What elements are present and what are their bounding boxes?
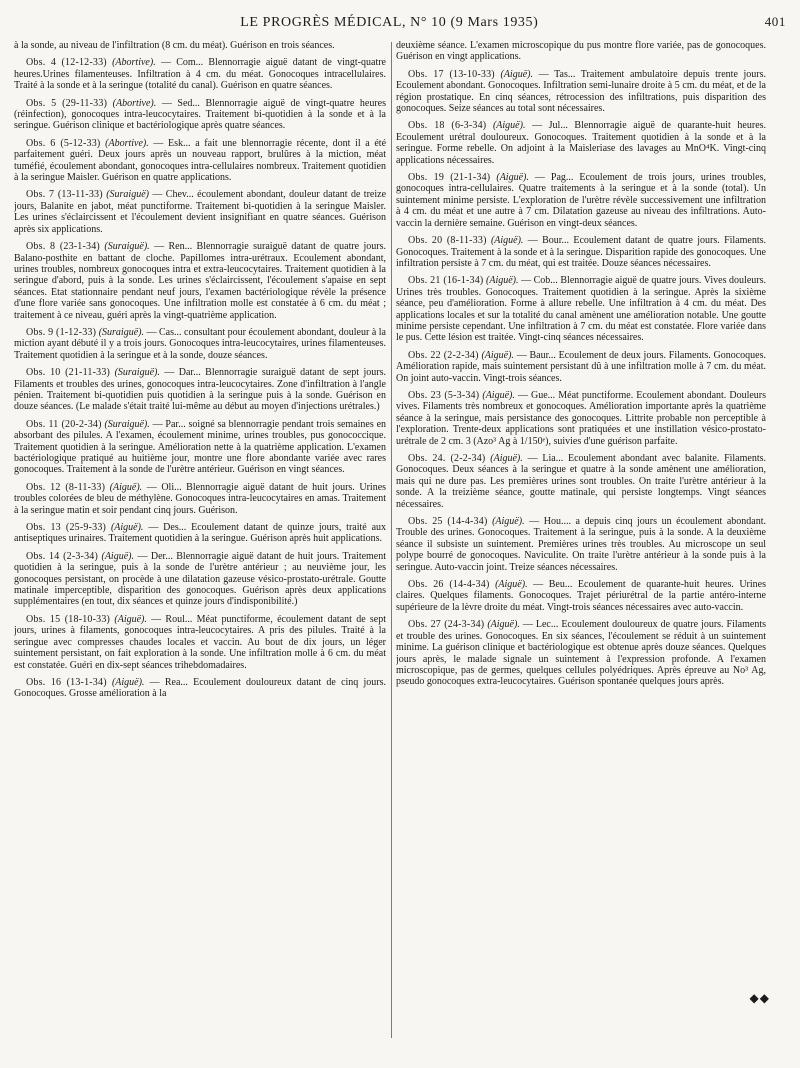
case-type: (Aiguë). — [486, 275, 519, 287]
observation-reference: Obs. 7 (13-11-33) — [26, 189, 103, 201]
case-type: (Aiguë). — [481, 349, 514, 361]
case-type: (Aiguë). — [495, 579, 528, 591]
observation-text: — Par... soigné sa blennorragie pendant trois semaines en absorbant des pilules. A l'examen, écoulement minime, urines troubles, pus gonococcique. Traitement quotidien à la seringue. Amélioration nette à la quatrième application. L'examen bactériologique pratiqué au huitième jour, montre une flore abondante variée avec rares gonocoques. Traitement à la sonde de l'urètre antérieur. Guérison en vingt séances. — [14, 418, 386, 476]
case-type: (Aiguë). — [111, 676, 145, 688]
column-divider — [391, 42, 392, 1038]
observation-text: — Dar... Blennorragie suraiguë datant de sept jours. Filaments et troubles des urines, gonocoques intra-leucocytaires. Zone d'infiltration à l'angle pénien. Traitement bi-quotidien puis quotidien à la seringue puis à la sonde. Guérison en douze séances. (Le malade s'était traité lui-même au début au moyen d'injections urétrales.) — [14, 367, 386, 413]
observation-text: — Jul... Blennorragie aiguë de quarante-huit heures. Ecoulement urétral douloureux. Gonocoques. Traitement quotidien à la sonde et à la seringue. Forme rebelle. On adjoint à la Maisleriase des lavages au MnO⁴K. Vingt-cinq applications nécessaires. — [396, 120, 766, 166]
page-header — [14, 14, 786, 36]
case-type: (Aiguë). — [482, 389, 515, 401]
case-type: (Aiguë). — [490, 453, 523, 464]
observation-reference: Obs. 9 (1-12-33) — [26, 326, 97, 338]
page-number: 401 — [764, 14, 786, 29]
observation-text: — Beu... Ecoulement de quarante-huit heures. Urines claires. Quelques filaments. Gonocoques. Trajet périurétral de la partie antéro-interne supérieure de la lèvre droite du méat. Vingt-trois séances nécessaires avec auto-vaccin. — [396, 579, 766, 613]
case-type: (Aiguë). — [101, 550, 134, 562]
observation-text: — Der... Blennorragie aiguë datant de huit jours. Traitement quotidien à la seringue, puis à la sonde de l'urètre antérieur ; au neuvième jour, les gonocoques persistant, on procède à une dilatation gazeuse vésico-prostato-urétrale. Goutte matinale imperceptible, disparition des gonocoques. Guérison après deux applications supplémentaires (en tout, dix séances et quinze jours d'indisponibilité.) — [14, 550, 386, 608]
observation-entry — [396, 516, 766, 573]
observation-text: — Sed... Blennorragie aiguë de vingt-quatre heures (réinfection), gonocoques intra-leucocytaires. Traitement bi-quotidien à la sonde et à la seringue. Guérison clinique et bactériologique après quatre séances. — [14, 97, 386, 132]
case-type: (Aiguë). — [487, 619, 520, 631]
case-type: (Aiguë). — [500, 68, 533, 80]
observation-entry — [14, 522, 386, 545]
observation-entry — [396, 390, 766, 447]
observation-reference: Obs. 27 (24-3-34) — [408, 619, 485, 631]
case-type: (Suraiguë). — [98, 326, 144, 338]
observation-text: — Chev... écoulement abondant, douleur datant de treize jours, Balanite en jabot, méat punctiforme. Traitement bi-quotidien à la seringue Maisler. Les urines s'éclaircissent et l'écoulement devient insignifiant en quatre séances. Guérison après six applications. — [14, 189, 386, 235]
observation-reference: Obs. 18 (6-3-34) — [408, 120, 487, 132]
case-type: (Suraiguë). — [104, 418, 150, 430]
observation-text: deuxième séance. L'examen microscopique du pus montre flore variée, pas de gonocoques. Guérison en vingt applications. — [396, 40, 766, 63]
observation-reference: Obs. 20 (8-11-33) — [408, 235, 487, 247]
observation-text: — Ren... Blennorragie suraiguë datant de quatre jours. Balano-posthite en battant de cloche. Papillomes intra-urétraux. Ecoulement abondant, urines troubles, nombreux gonocoques intra et extra-leucocytaires. Traitement quotidien à la seringue d'abord, puis à la sonde. Les urines s'éclaircissent, l'écoulement s'apaise en sept séances. Etat stationnaire pendant neuf jours, l'examen bactériologique révèle la présence d'une flore variée sans gonocoques. Une infiltration molle est constatée à 6 cm. du méat ; traitement à ce niveau, guéri après la vingt-quatrième application. — [14, 241, 386, 321]
observation-entry — [14, 419, 386, 476]
observation-reference: Obs. 13 (25-9-33) — [26, 522, 107, 534]
observation-text: — Oli... Blennorragie aiguë datant de huit jours. Urines troubles colorées de bleu de méthylène. Gonocoques intra-leucocytaires en amas. Traitement à la seringue matin et soir pendant cinq jours. Guérison. — [14, 481, 386, 516]
observation-reference: Obs. 21 (16-1-34) — [408, 275, 484, 287]
observation-entry — [14, 614, 386, 671]
observation-reference: Obs. 15 (18-10-33) — [26, 613, 111, 625]
observation-reference: Obs. 12 (8-11-33) — [26, 481, 106, 493]
observation-reference: Obs. 4 (12-12-33) — [26, 57, 107, 69]
continued-paragraph — [14, 40, 386, 51]
observation-entry — [396, 619, 766, 687]
case-type: (Aiguë). — [496, 172, 529, 184]
observation-entry — [396, 350, 766, 384]
observation-text: — Com... Blennorragie aiguë datant de vingt-quatre heures.Urines filamenteuses. Infiltration à 4 cm. du méat. Gonocoques intracellulaires. Traité à la sonde et à la seringue (totalité du canal). Guérison en quatre séances. — [14, 57, 386, 92]
observation-entry — [396, 235, 766, 269]
observation-text: — Cob... Blennorragie aiguë de quatre jours. Vives douleurs. Urines très troubles. Gonocoques. Traitement quotidien à la seringue. Après la sixième séance, peu d'amélioration. Forme à allure rebelle. Une infiltration à 4 cm. du méat. Des applications locales et sur la totalité du canal amènent une amélioration notable. Une goutte minime persiste cependant. Une infiltration à 7 cm. du méat est constatée. Flore variée dans le pus. Cette lésion est traitée. Vingt-cinq séances nécessaires. — [396, 275, 766, 344]
observation-entry — [14, 241, 386, 321]
case-type: (Suraiguë) — [106, 189, 149, 201]
case-type: (Suraiguë). — [104, 241, 150, 253]
case-type: (Abortive). — [112, 57, 156, 69]
observation-text: — Lec... Ecoulement douloureux de quatre jours. Filaments et trouble des urines. Gonocoques. En six séances, l'écoulement se réduit à un suintement minime. La guérison clinique et bactériologique est obtenue après douze séances. Quelques jours après, le malade signale un suintement à l'expression profonde. A l'examen microscopique, pas de germes, quelques cellules polyédriques. Après épreuve au No³ Ag, pseudo gonocoques extra-leucocytaires. Guérison spontanée quelques jours après. — [396, 619, 766, 688]
observation-reference: Obs. 22 (2-2-34) — [408, 349, 479, 361]
observation-text: — Lia... Ecoulement abondant avec balanite. Filaments. Gonocoques. Deux séances à la seringue et quatre à la sonde amènent une amélioration, mais qui ne dure pas. Les premières urines sont troubles. On traite l'urètre antérieur à la sonde. A la treizième séance, goutte matinale, qui persiste longtemps. Vingt séances nécessaires. — [396, 453, 766, 510]
case-type: (Abortive). — [105, 137, 149, 149]
observation-reference: Obs. 11 (20-2-34) — [26, 418, 102, 430]
observation-reference: Obs. 23 (5-3-34) — [408, 389, 480, 401]
observation-text: — Des... Ecoulement datant de quinze jours, traité aux antiseptiques urinaires. Traitement quotidien à la seringue. Guérison après huit applications. — [14, 522, 386, 545]
observation-entry — [14, 189, 386, 235]
case-type: (Aiguë). — [490, 235, 524, 247]
observation-reference: Obs. 26 (14-4-34) — [408, 579, 490, 591]
observation-reference: Obs. 8 (23-1-34) — [26, 241, 100, 253]
observation-text: — Baur... Ecoulement de deux jours. Filaments. Gonocoques. Amélioration rapide, mais suintement persistant dû à une infiltration molle à 7 cm. du méat. On joint auto-vaccin. Vingt-trois séances. — [396, 349, 766, 384]
observation-entry — [14, 677, 386, 700]
right-column — [396, 40, 766, 1046]
observation-entry — [14, 98, 386, 132]
observation-entry — [396, 275, 766, 343]
observation-entry — [396, 120, 766, 166]
observation-reference: Obs. 10 (21-11-33) — [26, 367, 111, 379]
observation-text: — Tas... Traitement ambulatoire depuis trente jours. Ecoulement abondant. Gonocoques. Infiltration semi-lunaire droite à 5 cm. du méat, et de la région prostatique. En cinq séances, rétrocession des infiltrations, puis disparition des gonocoques. Seize séances au total sont nécessaires. — [396, 68, 766, 115]
observation-entry — [14, 327, 386, 361]
observation-text: — Hou.... a depuis cinq jours un écoulement abondant. Trouble des urines. Gonocoques. Traitement à la seringue, puis à la sonde. A la deuxième séance il subsiste un suintement. Premières urines très troubles. Au microscope un seul polype bourré de gonocoques. Naviculite. On traite l'urètre antérieur à la sonde puis à la seringue. Auto-vaccin joint. Treize séances nécessaires. — [396, 516, 766, 573]
case-type: (Aiguë). — [492, 120, 526, 132]
observation-text: — Pag... Ecoulement de trois jours, urines troubles, gonocoques intra-cellulaires. Quatre traitements à la seringue et à la sonde (total). Un suintement minime persiste. L'exploration de l'urètre révèle successivement une infiltration à 4 cm. du méat et une autre à 7 cm. Dilatation gazeuse au niveau des infiltrations. Auto-vaccin la dernière semaine. Guérison en vingt-deux séances. — [396, 172, 766, 229]
observation-reference: Obs. 24. (2-2-34) — [408, 453, 486, 464]
observation-text: — Bour... Ecoulement datant de quatre jours. Filaments. Gonocoques. Traitement à la sonde et à la seringue. Disparition rapide des gonocoques. Une infiltration persiste à 7 cm. du méat, qui est traitée. Douze séances nécessaires. — [396, 235, 766, 269]
observation-reference: Obs. 5 (29-11-33) — [26, 97, 108, 109]
observation-entry — [396, 453, 766, 510]
case-type: (Suraiguë). — [114, 367, 160, 379]
observation-reference: Obs. 17 (13-10-33) — [408, 68, 495, 80]
journal-title: LE PROGRÈS MÉDICAL, N° 10 (9 Mars 1935) — [240, 15, 539, 30]
observation-entry — [396, 579, 766, 613]
observation-reference: Obs. 16 (13-1-34) — [26, 676, 107, 688]
case-type: (Aiguë). — [110, 522, 144, 534]
observation-text: — Esk... a fait une blennorragie récente, dont il a été parfaitement guéri. Deux jours après un nouveau rapport, brulûres à la miction, méat tuméfié, écoulement abondant, gonocoques intra-cellulaires nombreux. Traitement quotidien à la seringue Maisler. Guérison en quatre applications. — [14, 137, 386, 184]
observation-text: — Cas... consultant pour écoulement abondant, douleur à la miction ayant débuté il y a trois jours. Gonocoques intra-leucocytaires, urines filamenteuses. Traitement quotidien à la seringue et à la sonde, douze séances. — [14, 326, 386, 361]
observation-reference: Obs. 19 (21-1-34) — [408, 172, 491, 184]
case-type: (Aiguë). — [492, 516, 525, 528]
observation-entry — [396, 69, 766, 115]
end-ornament: ◆◆ — [749, 991, 770, 1005]
left-column — [14, 40, 386, 1046]
observation-text: — Rea... Ecoulement douloureux datant de cinq jours. Gonocoques. Grosse amélioration à la — [14, 676, 386, 700]
observation-reference: Obs. 25 (14-4-34) — [408, 516, 488, 528]
observation-entry — [396, 172, 766, 229]
observation-text: — Gue... Méat punctiforme. Ecoulement abondant. Douleurs vives. Filaments très nombreux et gonocoques. Amélioration importante après la quatrième séance à la seringue, mais persistance des gonocoques. Littrite probable non perceptible à l'exploration. Trente-deux applications sont pratiquées et une instillation vésico-prostato-urétrale de 2 cm. 3 (Azo³ Ag à 1/150ᵉ), suivies d'une guérison parfaite. — [396, 389, 766, 447]
continued-paragraph — [396, 40, 766, 63]
observation-entry — [14, 367, 386, 413]
observation-reference: Obs. 14 (2-3-34) — [26, 550, 99, 562]
case-type: (Abortive). — [112, 97, 157, 109]
observation-entry — [14, 138, 386, 184]
observation-text: à la sonde, au niveau de l'infiltration (8 cm. du méat). Guérison en trois séances. — [14, 40, 335, 51]
case-type: (Aiguë). — [109, 481, 143, 493]
observation-entry — [14, 482, 386, 516]
observation-text: — Roul... Méat punctiforme, écoulement datant de sept jours, urines à filaments, gonocoques intra-leucocytaires. A pris des pilules. Traité à la seringue avec compresses chaudes locales et vaccin. Au bout de dix jours, un léger suintement persistant, on fait exploration à la sonde. Une infiltration molle à 6 cm. du méat est constatée. Guéri en dix-sept séances trihebdomadaires. — [14, 613, 386, 671]
case-type: (Aiguë). — [114, 613, 147, 625]
observation-entry — [14, 57, 386, 91]
observation-entry — [14, 551, 386, 608]
observation-reference: Obs. 6 (5-12-33) — [26, 137, 101, 149]
